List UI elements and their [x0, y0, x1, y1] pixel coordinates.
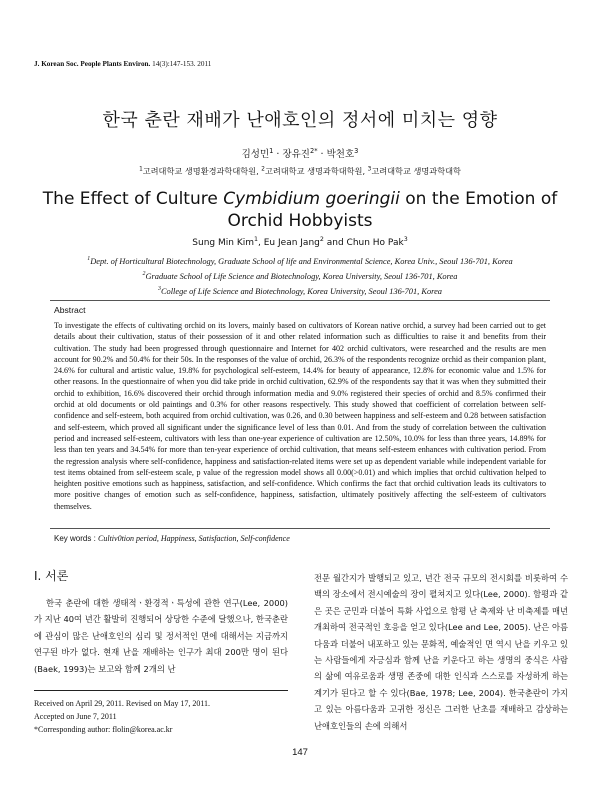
author-en-sep-1: , — [258, 238, 264, 248]
korean-authors — [0, 146, 600, 160]
abstract-text: To investigate the effects of cultivating orchid on its lovers, mainly based on cultivators of Korean native orchid, a survey had been carried out to get details about their cultivation, status of their possession of it and other related information such as difficulties to raise it and benefits from their cultivation. The study had been progressed through questionnaire and Internet for 402 orchid cultivators, were researched and the results are men account for 90.2% and 50.4% for their 50s. In the responses of the value of orchid, 26.3% of the respondents recognize orchid as their companion plant, 24.6% for cultural and artistic value, 19.8% for psychological self-esteem, 14.4% for beauty of appearance, 12.8% for economic value and 1.5% for other reasons. In the questionnaire of when you did take pride in orchid cultivation, 62.9% of the respondents say that it was when they submitted their orchid to exhibition, 16.6% discovered their orchid through information media and 9.0% registered their species of orchid and 8.5% confirmed their orchid at old documents or old paintings and 0.3% for other reasons respectively. This study showed that coefficient of correlation between self-confidence and self-esteem, both acquired from orchid cultivation, was 0.26, and 0.30 between happiness and self-esteem and 0.28 between satisfaction and self-esteem, which proved all significant under the significance level of less than 0.01. And from the study of correlation between the cultivation period and increased self-esteem, cultivators with less than one-year experience of cultivation are 12.50%, 10.0% for less than three years, 14.89% for less than ten years and 34.54% for more than ten-year experience of orchid cultivation, that means self-esteem enhances with cultivation period. From the regression analysis where self-confidence, happiness and satisfaction-related items were set up as dependent variable while independent variable for test items obtained from self-esteem scale, p value of the regression model shows all 0.00(>0.01) and which implies that orchid cultivation helped to heighten positive emotions such as happiness, satisfaction, and self-confidence. Which confirms the fact that orchid cultivation leads its cultivators to more positive changes of emotion such as self-confidence, happiness, satisfaction, ultimately positively affecting the self-esteem of cultivators themselves. — [54, 321, 546, 511]
keywords-values: Cultiv0tion period, Happiness, Satisfaction, Self-confidence — [98, 534, 290, 543]
english-authors — [0, 236, 600, 248]
affil-en-2 — [30, 268, 570, 283]
english-title-part2: on the Emotion of Orchid Hobbyists — [227, 189, 558, 231]
body-text-left-column: 한국 춘란에 대한 생태적ㆍ환경적ㆍ특성에 관한 연구(Lee, 2000)가 지난 40여 년간 활발히 진행되어 상당한 수준에 달했으나, 한국춘란에 관심이 많은 난애호인의 심리 및 정서적인 면에 대해서는 지금까지 연구된 바가 없다. 현재 난을 재배하는 인구가 최대 200만 명이 된다(Baek, 1993)는 보고와 함께 2개의 난 — [34, 598, 288, 674]
english-title-species: Cymbidium goeringii — [223, 189, 400, 209]
affil-en-1-text: Dept. of Horticultural Biotechnology, Graduate School of life and Environmental Science, Korea Univ., Seoul 136-701, Korea — [90, 256, 513, 266]
affil-kr-2: 고려대학교 생명과학대학원, — [264, 166, 368, 176]
footnote-corresponding-author: *Corresponding author: flolin@korea.ac.kr — [34, 725, 173, 734]
affil-kr-3: 고려대학교 생명과학대학 — [371, 166, 461, 176]
author-kr-sep-1: · — [273, 149, 283, 160]
affil-en-3 — [30, 283, 570, 298]
author-kr-sep-2: · — [317, 149, 327, 160]
affil-kr-2-sup: 2 — [261, 166, 265, 173]
korean-title: 한국 춘란 재배가 난애호인의 정서에 미치는 영향 — [102, 110, 498, 131]
english-title-part1: The Effect of Culture — [42, 189, 224, 209]
body-text-right-column: 전문 월간지가 발행되고 있고, 년간 전국 규모의 전시회를 비롯하여 수백의 장소에서 전시예술의 장이 펼쳐지고 있다(Lee, 2000). 함평과 같은 곳은 군민과 더불어 특화 사업으로 함평 난 축제와 난 비축제를 매년 개최하여 전국적인 호응을 얻고 있다(Lee and Lee, 2005). 난은 아름다움과 더불어 내포하고 있는 문화적, 예술적인 면 역시 난을 키우고 있는 사람들에게 자긍심과 함께 난을 키운다고 하는 생명의 중식은 사람의 삶에 여유로움과 생명 존중에 대한 인식과 스스로를 자성하게 하는 계기가 된다고 할 수 있다(Bae, 1978; Lee, 2004). 한국춘란이 가지고 있는 아름다움과 고귀한 정신은 그러한 난초를 재배하고 감상하는 난애호인들의 손에 의해서 — [314, 573, 568, 731]
affil-en-1-sup: 1 — [87, 256, 91, 262]
korean-affiliations — [0, 166, 600, 177]
journal-issue: 14(3):147-153. 2011 — [152, 60, 212, 68]
author-en-2: Eu Jean Jang — [263, 238, 320, 248]
section-heading-introduction: Ⅰ. 서론 — [34, 569, 69, 583]
abstract-box — [50, 300, 550, 529]
affil-en-3-text: College of Life Science and Biotechnology, Korea University, Seoul 136-701, Korea — [160, 286, 442, 296]
author-en-2-sup: 2 — [319, 236, 324, 243]
page-number: 147 — [292, 747, 308, 758]
english-title — [40, 188, 560, 232]
author-en-1: Sung Min Kim — [192, 238, 254, 248]
author-kr-2: 장유진 — [282, 149, 310, 160]
affil-en-2-text: Graduate School of Life Science and Biotechnology, Korea University, Seoul 136-701, Korea — [145, 271, 458, 281]
footnote-received: Received on April 29, 2011. Revised on May 17, 2011. — [34, 699, 211, 708]
english-affiliations — [30, 253, 570, 297]
abstract-label: Abstract — [54, 305, 86, 315]
keywords-label: Key words : — [54, 534, 99, 543]
footnote-divider — [34, 690, 288, 691]
author-en-sep-2: and — [323, 238, 347, 248]
journal-name: J. Korean Soc. People Plants Environ. — [34, 60, 151, 68]
affil-en-1 — [30, 253, 570, 268]
footnotes — [34, 697, 294, 736]
affil-kr-1-sup: 1 — [139, 166, 143, 173]
author-kr-3: 박천호 — [326, 149, 355, 160]
affil-kr-1: 고려대학교 생명환경과학대학원, — [142, 166, 262, 176]
journal-citation — [34, 60, 211, 68]
author-kr-2-sup: 2* — [309, 146, 318, 155]
author-en-3: Chun Ho Pak — [346, 238, 404, 248]
author-kr-1-sup: 1 — [269, 146, 274, 155]
author-en-1-sup: 1 — [254, 236, 259, 243]
affil-en-2-sup: 2 — [142, 270, 146, 277]
author-en-3-sup: 3 — [403, 236, 408, 243]
affil-kr-3-sup: 3 — [367, 166, 372, 173]
author-kr-1: 김성민 — [241, 149, 270, 160]
keywords — [54, 534, 554, 543]
footnote-accepted: Accepted on June 7, 2011 — [34, 712, 117, 721]
affil-en-3-sup: 3 — [158, 285, 161, 292]
author-kr-3-sup: 3 — [354, 146, 359, 155]
